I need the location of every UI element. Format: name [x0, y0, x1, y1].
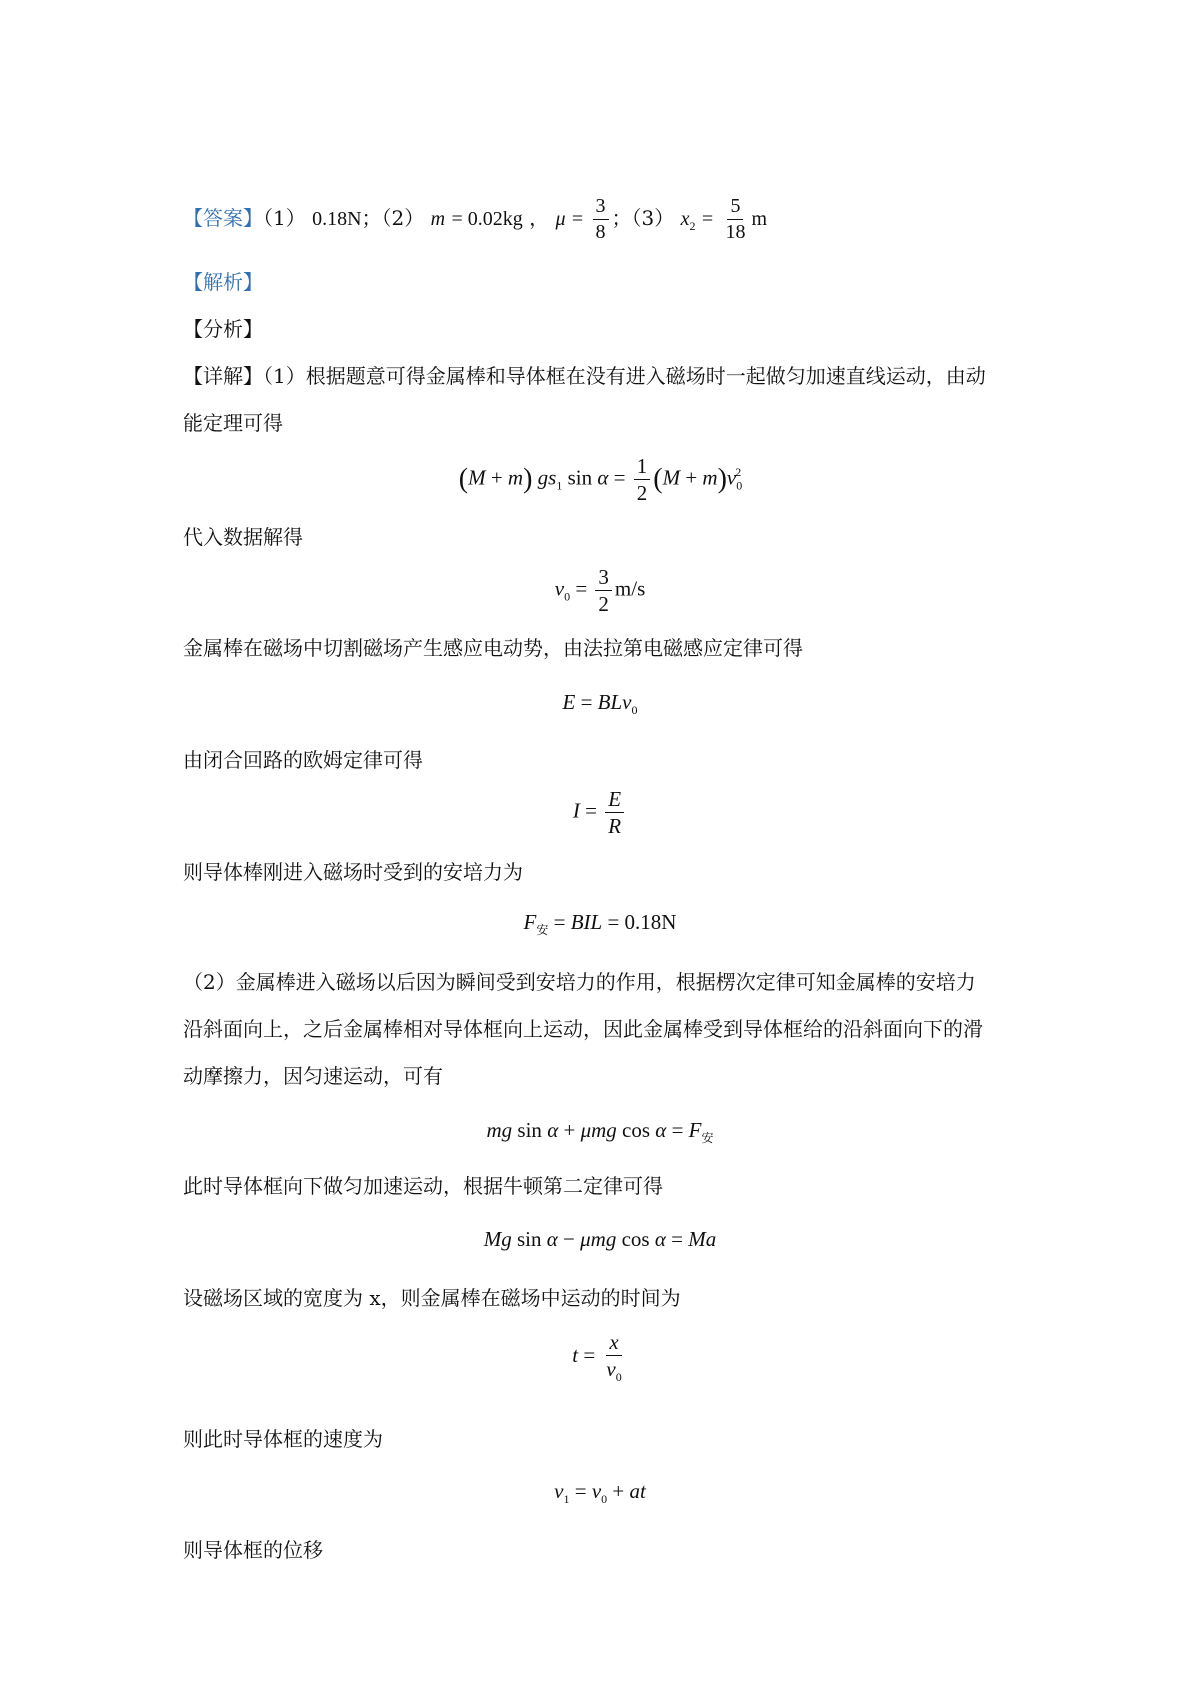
equation-energy: (M + m) $gs_1$ sin α = $\frac{1}{2}$ $(M + m)v_0^2$ [458, 454, 743, 506]
equation-newton: Mg sin α − μmg cos α = Ma [483, 1227, 717, 1251]
text-9: 则此时导体框的速度为 [183, 1427, 383, 1451]
answer-tag: 【答案】 [183, 206, 263, 230]
text-8: 设磁场区域的宽度为 x，则金属棒在磁场中运动的时间为 [183, 1286, 681, 1310]
text-5: 则导体棒刚进入磁场时受到的安培力为 [183, 860, 523, 884]
text-6c: 动摩擦力，因匀速运动，可有 [183, 1064, 443, 1088]
text-10: 则导体框的位移 [183, 1538, 323, 1562]
equation-balance: mg sin α + μmg $\cos \alpha = F_安$ [486, 1118, 714, 1146]
detail-heading: 【详解】 [183, 364, 263, 388]
answer-part1-label: （1） [263, 206, 306, 230]
text-3: 金属棒在磁场中切割磁场产生感应电动势，由法拉第电磁感应定律可得 [183, 636, 803, 660]
equation-current: I = $\frac{E}{R}$ [0, 788, 1200, 837]
answer-value-3: $x_2$ = $\frac{5}{18}$ m [680, 195, 768, 243]
detail-paragraph-1 [183, 362, 986, 390]
fenxi-heading: 【分析】 [183, 317, 263, 341]
equation-ampere-force: $F_安$ = BIL = 0.18N [523, 910, 677, 938]
detail-text-1b: 能定理可得 [183, 411, 283, 435]
answer-line [183, 196, 767, 243]
text-2: 代入数据解得 [183, 525, 303, 549]
text-4: 由闭合回路的欧姆定律可得 [183, 748, 423, 772]
answer-value-2: m = 0.02kg ， μ = $\frac{3}{8}$ [431, 206, 612, 230]
answer-value-1: 0.18N [312, 208, 362, 230]
text-6b: 沿斜面向上，之后金属棒相对导体框向上运动，因此金属棒受到导体框给的沿斜面向下的滑 [183, 1017, 983, 1041]
analysis-heading: 【解析】 [183, 270, 263, 294]
detail-text-1a: （1）根据题意可得金属棒和导体框在没有进入磁场时一起做匀加速直线运动，由动 [263, 364, 986, 388]
answer-part3-label: ；（3） [611, 206, 675, 230]
equation-emf: E = BLv$_0$ [562, 690, 638, 718]
equation-velocity: $v_1 = v_0$ + at [554, 1479, 646, 1507]
answer-part2-label: ；（2） [361, 206, 425, 230]
text-6a: （2）金属棒进入磁场以后因为瞬间受到安培力的作用，根据楞次定律可知金属棒的安培力 [183, 970, 976, 994]
text-7: 此时导体框向下做匀加速运动，根据牛顿第二定律可得 [183, 1174, 663, 1198]
equation-time: t = $\frac{x}{v_0}$ [572, 1330, 622, 1385]
equation-v0: $v_0$ = $\frac{3}{2}$ m/s [554, 565, 646, 617]
